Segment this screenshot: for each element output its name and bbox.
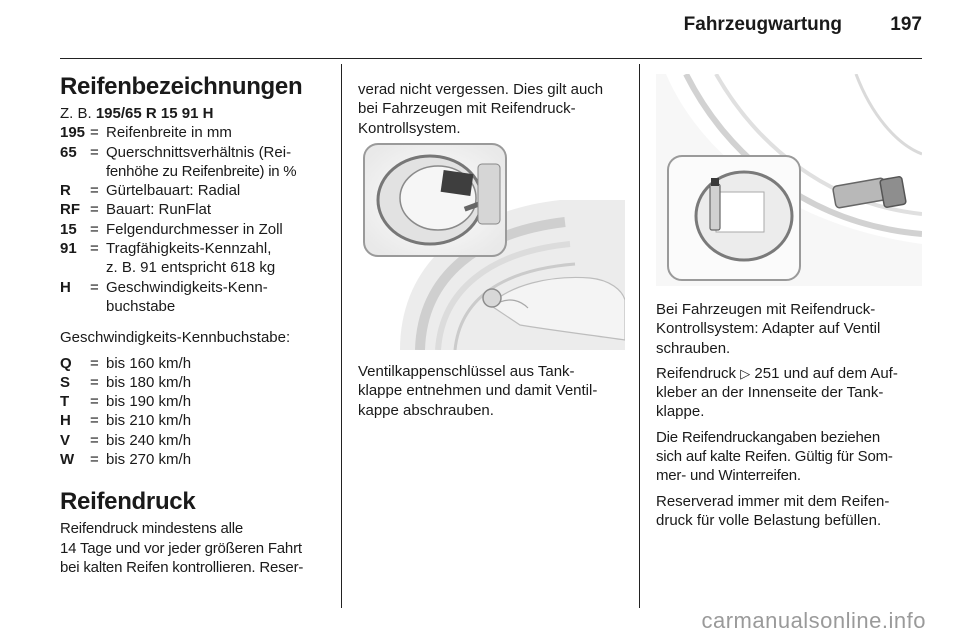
definition-value [106,143,330,182]
illustration-tyre-pressure-adapter [656,74,922,286]
speed-value: bis 180 km/h [106,373,192,391]
caption-line: kappe abschrauben. [358,401,494,419]
definition-key: 15 [60,220,77,238]
pressure-line: Reifendruck mindestens alle [60,520,244,538]
equals-sign: = [90,354,99,372]
equals-sign: = [90,393,99,411]
pressure-line: bei kalten Reifen kontrollieren. Reser- [60,558,304,576]
speed-key: H [60,412,71,430]
definition-row [60,123,330,142]
speed-key: W [60,451,75,469]
definition-value-line: Tragfähigkeits-Kennzahl, [106,240,272,258]
definition-value-line: buchstabe [106,297,176,315]
speed-value: bis 270 km/h [106,451,192,469]
column-divider-1 [341,64,342,608]
paragraph-line: sich auf kalte Reifen. Gültig für Som- [656,448,893,466]
definition-value: Gürtelbauart: Radial [106,182,241,200]
example-prefix: Z. B. [60,105,96,122]
example-line [60,104,330,123]
equals-sign: = [90,412,99,430]
equals-sign: = [90,220,99,238]
speed-intro: Geschwindigkeits-Kennbuchstabe: [60,329,291,347]
speed-row [60,450,330,469]
continued-line: verad nicht vergessen. Dies gilt auch [358,81,604,98]
speed-row [60,411,330,430]
definition-key: 91 [60,240,77,258]
paragraph-line: schrauben. [656,339,731,357]
illustration-valve-cap-key [360,140,625,350]
paragraph-line: Bei Fahrzeugen mit Reifendruck- [656,301,876,318]
paragraph-line: Reserverad immer mit dem Reifen- [656,492,890,510]
equals-sign: = [90,431,99,449]
speed-value: bis 210 km/h [106,412,192,430]
equals-sign: = [90,143,99,161]
paragraph-pressure-ref [656,364,926,422]
definition-list [60,123,330,316]
definition-key: H [60,278,71,296]
paragraph-text: Reifendruck [656,364,741,382]
definition-value [106,278,330,317]
speed-row [60,373,330,392]
caption-line: klappe entnehmen und damit Ventil- [358,382,598,400]
continued-line: bei Fahrzeugen mit Reifendruck- [358,100,576,118]
header-rule [60,58,922,59]
definition-row [60,278,330,317]
definition-value [106,239,330,278]
column-2-caption [358,362,630,420]
definition-row [60,181,330,200]
definition-value-line: z. B. 91 entspricht 618 kg [106,259,276,277]
definition-value-line: fenhöhe zu Reifenbreite) in % [106,162,297,180]
definition-key: 65 [60,143,77,161]
speed-value: bis 190 km/h [106,393,192,411]
page-reference-arrow-icon: ▷ [740,365,751,381]
definition-value: Reifenbreite in mm [106,124,232,142]
equals-sign: = [90,240,99,258]
equals-sign: = [90,373,99,391]
pressure-line: 14 Tage und vor jeder größeren Fahrt [60,539,302,557]
equals-sign: = [90,278,99,296]
page-header-title: Fahrzeugwartung [683,14,842,35]
paragraph-cold-tyres [656,428,926,486]
definition-value-line: Geschwindigkeits-Kenn- [106,278,268,296]
definition-key: RF [60,201,80,219]
definition-row [60,200,330,219]
page-number: 197 [890,14,922,35]
definition-row [60,220,330,239]
speed-key: S [60,373,71,391]
definition-value: Felgendurchmesser in Zoll [106,220,283,238]
definition-value-line: Querschnittsverhältnis (Rei- [106,143,292,161]
heading-reifenbezeichnungen: Reifenbezeichnungen [60,73,303,100]
continued-line: Kontrollsystem. [358,119,461,137]
paragraph-line: klappe. [656,403,705,421]
paragraph-adapter [656,300,926,358]
column-1 [60,72,330,577]
paragraph-text: und auf dem Auf- [779,364,898,382]
paragraph-line: Kontrollsystem: Adapter auf Ventil [656,320,881,338]
speed-key: T [60,393,70,411]
speed-row [60,431,330,450]
paragraph-line: kleber an der Innenseite der Tank- [656,384,884,402]
equals-sign: = [90,124,99,142]
column-3 [656,300,926,530]
definition-row [60,239,330,278]
speed-key: V [60,431,71,449]
pressure-paragraph [60,519,330,577]
definition-key: 195 [60,124,86,142]
equals-sign: = [90,451,99,469]
speed-list [60,354,330,470]
paragraph-line: Die Reifendruckangaben beziehen [656,428,880,446]
continued-paragraph [358,80,630,138]
equals-sign: = [90,201,99,219]
paragraph-line: druck für volle Belastung befüllen. [656,511,882,529]
column-2 [358,80,630,138]
speed-key: Q [60,354,72,372]
example-code: 195/65 R 15 91 H [95,105,214,122]
definition-key: R [60,182,71,200]
watermark-footer: carmanualsonline.info [701,608,926,633]
heading-reifendruck: Reifendruck [60,488,196,516]
page-reference-link[interactable]: 251 [754,364,780,382]
paragraph-spare [656,492,926,531]
caption-line: Ventilkappenschlüssel aus Tank- [358,363,575,380]
caption-paragraph [358,362,630,420]
column-divider-2 [639,64,640,608]
definition-row [60,143,330,182]
speed-row [60,354,330,373]
speed-value: bis 240 km/h [106,431,192,449]
speed-value: bis 160 km/h [106,354,192,372]
paragraph-line: mer- und Winterreifen. [656,467,801,485]
equals-sign: = [90,182,99,200]
definition-value: Bauart: RunFlat [106,201,212,219]
speed-row [60,392,330,411]
